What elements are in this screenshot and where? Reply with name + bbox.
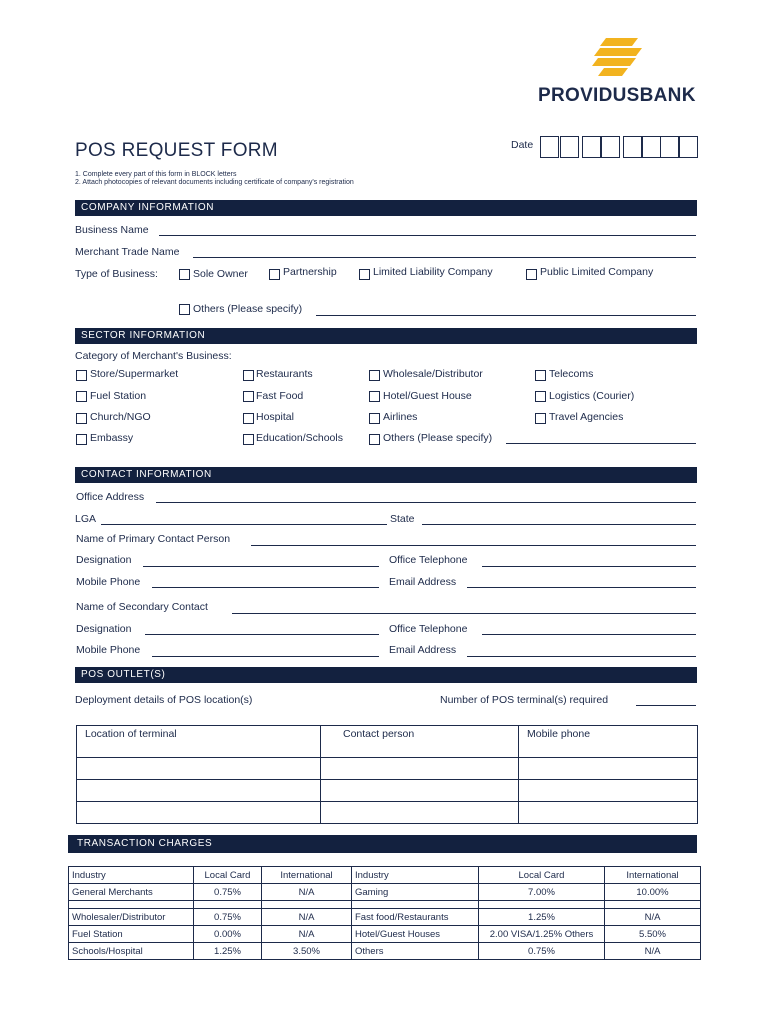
others-business-label: Others (Please specify) bbox=[193, 303, 303, 315]
office-address-label: Office Address bbox=[76, 491, 145, 503]
education-checkbox[interactable] bbox=[243, 434, 254, 445]
table-row: General Merchants 0.75% N/A Gaming 7.00% 10.00% bbox=[69, 884, 701, 901]
date-box[interactable] bbox=[623, 136, 642, 158]
telecoms-checkbox[interactable] bbox=[535, 370, 546, 381]
office-telephone-label: Office Telephone bbox=[389, 554, 468, 566]
brand-name: PROVIDUSBANK bbox=[538, 85, 696, 106]
designation-label: Designation bbox=[76, 554, 132, 566]
transaction-charges-table bbox=[68, 866, 701, 960]
church-ngo-checkbox[interactable] bbox=[76, 413, 87, 424]
lga-label: LGA bbox=[75, 513, 97, 525]
designation-2-input[interactable] bbox=[145, 634, 379, 635]
office-telephone-2-label: Office Telephone bbox=[389, 623, 468, 635]
col-location: Location of terminal bbox=[77, 726, 321, 758]
others-business-input[interactable] bbox=[316, 315, 696, 316]
col-contact-person: Contact person bbox=[321, 726, 519, 758]
partnership-label: Partnership bbox=[283, 266, 337, 278]
others-sector-input[interactable] bbox=[506, 443, 696, 444]
office-telephone-input[interactable] bbox=[482, 566, 696, 567]
date-box[interactable] bbox=[582, 136, 601, 158]
primary-contact-input[interactable] bbox=[251, 545, 696, 546]
email-address-2-input[interactable] bbox=[467, 656, 696, 657]
table-row: Wholesaler/Distributor 0.75% N/A Fast food/Restaurants 1.25% N/A bbox=[69, 909, 701, 926]
designation-2-label: Designation bbox=[76, 623, 132, 635]
partnership-checkbox[interactable] bbox=[269, 269, 280, 280]
airlines-checkbox[interactable] bbox=[369, 413, 380, 424]
mobile-phone-label: Mobile Phone bbox=[76, 576, 141, 588]
restaurants-label: Restaurants bbox=[256, 368, 313, 380]
deployment-label: Deployment details of POS location(s) bbox=[75, 694, 253, 706]
plc-label: Public Limited Company bbox=[540, 266, 654, 278]
primary-contact-label: Name of Primary Contact Person bbox=[76, 533, 231, 545]
contact-info-header bbox=[75, 467, 697, 483]
merchant-trade-name-label: Merchant Trade Name bbox=[75, 246, 180, 258]
pos-outlets-header-label: POS OUTLET(S) bbox=[81, 669, 166, 680]
email-address-2-label: Email Address bbox=[389, 644, 457, 656]
date-label: Date bbox=[511, 139, 534, 151]
business-name-input[interactable] bbox=[159, 235, 696, 236]
sole-owner-checkbox[interactable] bbox=[179, 269, 190, 280]
state-input[interactable] bbox=[422, 524, 696, 525]
llc-label: Limited Liability Company bbox=[373, 266, 493, 278]
category-label: Category of Merchant's Business: bbox=[75, 350, 232, 362]
travel-agencies-checkbox[interactable] bbox=[535, 413, 546, 424]
table-header-row bbox=[77, 726, 698, 758]
secondary-contact-label: Name of Secondary Contact bbox=[76, 601, 208, 613]
instruction-2: 2. Attach photocopies of relevant documents including certificate of company's registration bbox=[75, 179, 354, 186]
hospital-label: Hospital bbox=[256, 411, 294, 423]
sector-info-header bbox=[75, 328, 697, 344]
telecoms-label: Telecoms bbox=[549, 368, 594, 380]
fuel-station-label: Fuel Station bbox=[90, 390, 147, 402]
hospital-checkbox[interactable] bbox=[243, 413, 254, 424]
airlines-label: Airlines bbox=[383, 411, 418, 423]
table-row[interactable] bbox=[77, 802, 698, 824]
email-address-input[interactable] bbox=[467, 587, 696, 588]
llc-checkbox[interactable] bbox=[359, 269, 370, 280]
table-header-row: Industry Local Card International Industry Local Card International bbox=[69, 867, 701, 884]
fast-food-checkbox[interactable] bbox=[243, 391, 254, 402]
travel-agencies-label: Travel Agencies bbox=[549, 411, 624, 423]
church-ngo-label: Church/NGO bbox=[90, 411, 151, 423]
fuel-station-checkbox[interactable] bbox=[76, 391, 87, 402]
hotel-checkbox[interactable] bbox=[369, 391, 380, 402]
store-supermarket-checkbox[interactable] bbox=[76, 370, 87, 381]
table-row: Schools/Hospital 1.25% 3.50% Others 0.75% N/A bbox=[69, 943, 701, 960]
office-address-input[interactable] bbox=[156, 502, 696, 503]
state-label: State bbox=[390, 513, 415, 525]
transaction-charges-header-label: TRANSACTION CHARGES bbox=[77, 838, 213, 849]
date-box[interactable] bbox=[660, 136, 679, 158]
form-title: POS REQUEST FORM bbox=[75, 140, 278, 161]
date-box[interactable] bbox=[601, 136, 620, 158]
logistics-checkbox[interactable] bbox=[535, 391, 546, 402]
others-sector-checkbox[interactable] bbox=[369, 434, 380, 445]
terminals-required-input[interactable] bbox=[636, 705, 696, 706]
company-info-header bbox=[75, 200, 697, 216]
table-row: Fuel Station 0.00% N/A Hotel/Guest Houses 2.00 VISA/1.25% Others 5.50% bbox=[69, 926, 701, 943]
mobile-phone-2-label: Mobile Phone bbox=[76, 644, 141, 656]
mobile-phone-input[interactable] bbox=[152, 587, 379, 588]
secondary-contact-input[interactable] bbox=[232, 613, 696, 614]
education-label: Education/Schools bbox=[256, 432, 343, 444]
mobile-phone-2-input[interactable] bbox=[152, 656, 379, 657]
instruction-1: 1. Complete every part of this form in BLOCK letters bbox=[75, 171, 237, 178]
pos-terminal-table bbox=[76, 725, 698, 824]
office-telephone-2-input[interactable] bbox=[482, 634, 696, 635]
sector-info-header-label: SECTOR INFORMATION bbox=[81, 330, 206, 341]
others-sector-label: Others (Please specify) bbox=[383, 432, 493, 444]
date-box[interactable] bbox=[679, 136, 698, 158]
plc-checkbox[interactable] bbox=[526, 269, 537, 280]
wholesale-checkbox[interactable] bbox=[369, 370, 380, 381]
sole-owner-label: Sole Owner bbox=[193, 268, 248, 280]
table-row[interactable] bbox=[77, 758, 698, 780]
email-address-label: Email Address bbox=[389, 576, 457, 588]
designation-input[interactable] bbox=[143, 566, 379, 567]
lga-input[interactable] bbox=[101, 524, 387, 525]
brand-logo bbox=[592, 36, 644, 80]
contact-info-header-label: CONTACT INFORMATION bbox=[81, 469, 212, 480]
fast-food-label: Fast Food bbox=[256, 390, 304, 402]
date-box[interactable] bbox=[540, 136, 559, 158]
logistics-label: Logistics (Courier) bbox=[549, 390, 635, 402]
providus-logo-icon bbox=[592, 36, 644, 80]
table-row[interactable] bbox=[77, 780, 698, 802]
others-business-checkbox[interactable] bbox=[179, 304, 190, 315]
embassy-label: Embassy bbox=[90, 432, 134, 444]
terminals-required-label: Number of POS terminal(s) required bbox=[440, 694, 609, 706]
transaction-charges-header bbox=[68, 835, 697, 853]
embassy-checkbox[interactable] bbox=[76, 434, 87, 445]
pos-outlets-header bbox=[75, 667, 697, 683]
merchant-trade-name-input[interactable] bbox=[193, 257, 696, 258]
spacer-row bbox=[69, 901, 701, 909]
type-of-business-label: Type of Business: bbox=[75, 268, 158, 280]
col-mobile-phone: Mobile phone bbox=[519, 726, 698, 758]
hotel-label: Hotel/Guest House bbox=[383, 390, 472, 402]
date-box[interactable] bbox=[642, 136, 661, 158]
company-info-header-label: COMPANY INFORMATION bbox=[81, 202, 215, 213]
store-supermarket-label: Store/Supermarket bbox=[90, 368, 179, 380]
wholesale-label: Wholesale/Distributor bbox=[383, 368, 483, 380]
restaurants-checkbox[interactable] bbox=[243, 370, 254, 381]
date-box[interactable] bbox=[560, 136, 579, 158]
business-name-label: Business Name bbox=[75, 224, 149, 236]
